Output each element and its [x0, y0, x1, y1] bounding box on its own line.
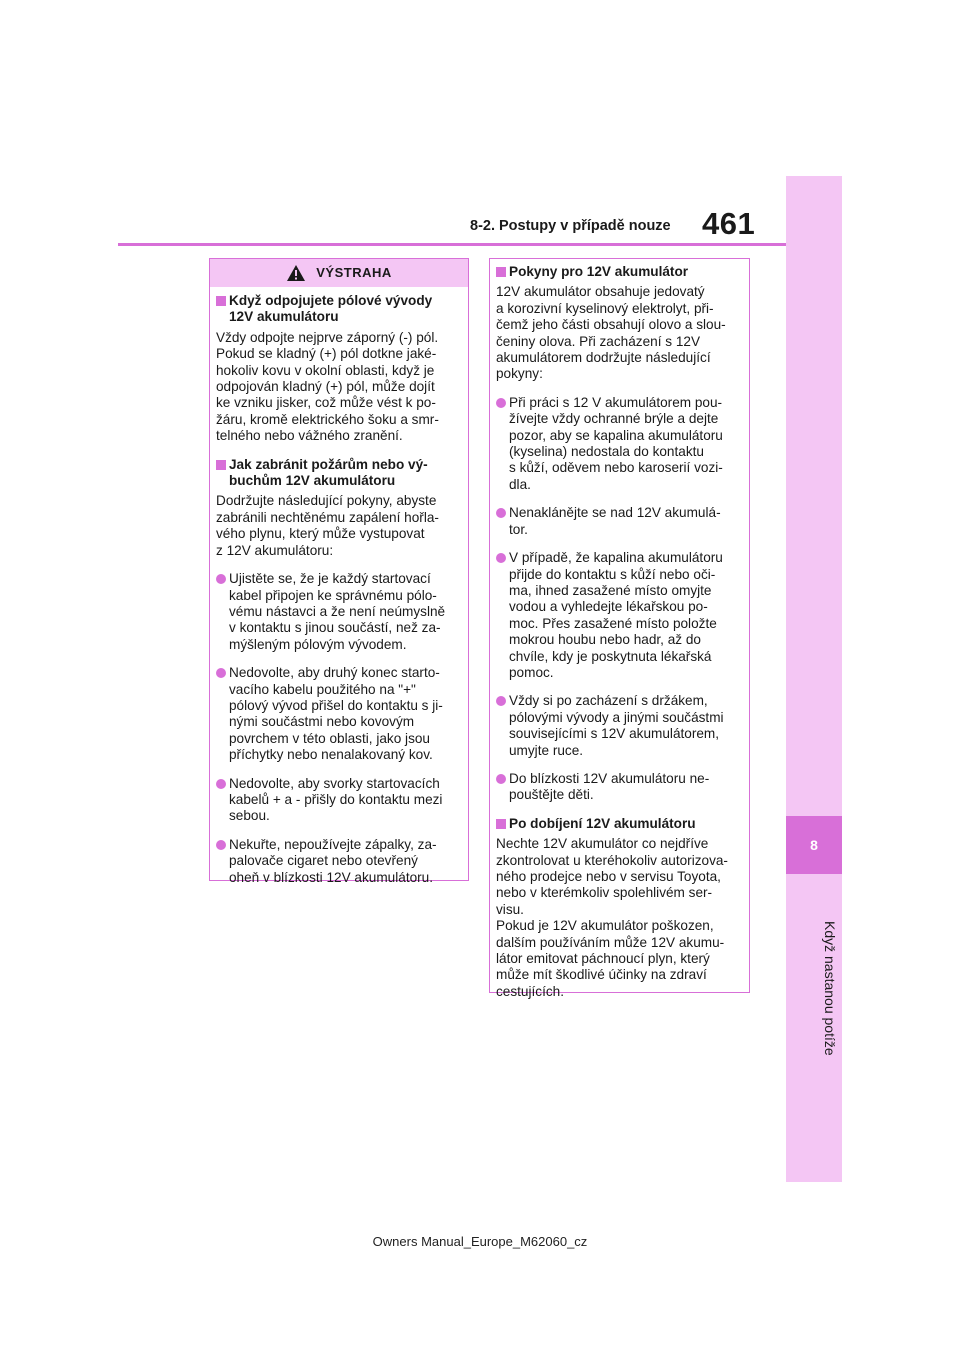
- list-item: Nekuřte, nepoužívejte zápalky, za- palovače cigaret nebo otevřený oheň v blízkosti 12V akumulátoru.: [216, 837, 462, 886]
- list-item: Do blízkosti 12V akumulátoru ne- pouštějte děti.: [496, 771, 743, 804]
- notes-box: [489, 258, 750, 999]
- footer-text: Owners Manual_Europe_M62060_cz: [372, 1234, 588, 1249]
- section-heading: Po dobíjení 12V akumulátoru: [496, 816, 743, 832]
- square-bullet-icon: [216, 460, 226, 470]
- paragraph: Vždy odpojte nejprve záporný (-) pól. Pokud se kladný (+) pól dotkne jaké- hokoliv kovu v okolní oblasti, když je odpojován kladný (+) pól, může dojít ke vzniku jisker, což může vést k po- žáru, kromě elektrického šoku a smr- telného nebo vážného zranění.: [216, 329, 439, 444]
- chapter-number: 8: [786, 816, 842, 874]
- round-bullet-icon: [216, 668, 226, 678]
- chapter-side-tab: [786, 176, 842, 1182]
- square-bullet-icon: [496, 819, 506, 829]
- chapter-title: Když nastanou potíže: [822, 920, 838, 1056]
- warning-header: [210, 259, 468, 287]
- section-heading: Když odpojujete pólové vývody 12V akumulátoru: [216, 293, 462, 326]
- list-item: Nedovolte, aby svorky startovacích kabelů + a - přišly do kontaktu mezi sebou.: [216, 776, 462, 825]
- list-item: V případě, že kapalina akumulátoru přijde do kontaktu s kůží nebo oči- ma, ihned zasažené místo omyjte vodou a vyhledejte lékařskou po- moc. Přes zasažené místo položte mokrou houbu nebo hadr, až do chvíle, kdy je poskytnuta lékařská pomoc.: [496, 550, 743, 681]
- paragraph: Dodržujte následující pokyny, abyste zabránili nechtěnému zapálení hořla- vého plynu, který může vystupovat z 12V akumulátoru:: [216, 493, 439, 558]
- warning-triangle-icon: [286, 264, 306, 282]
- round-bullet-icon: [496, 398, 506, 408]
- round-bullet-icon: [496, 508, 506, 518]
- list-item: Při práci s 12 V akumulátorem pou- žívejte vždy ochranné brýle a dejte pozor, aby se kapalina akumulátoru (kyselina) nedostala do kontaktu s kůží, oděvem nebo karoserií vozi- dla.: [496, 395, 743, 493]
- warning-content: [210, 287, 468, 886]
- square-bullet-icon: [496, 267, 506, 277]
- page-number: 461: [702, 206, 756, 241]
- warning-box: [209, 258, 469, 885]
- round-bullet-icon: [216, 840, 226, 850]
- square-bullet-icon: [216, 296, 226, 306]
- header-divider: [118, 243, 786, 246]
- round-bullet-icon: [496, 774, 506, 784]
- section-heading: Pokyny pro 12V akumulátor: [496, 264, 743, 280]
- section-title: 8-2. Postupy v případě nouze: [470, 218, 671, 234]
- round-bullet-icon: [496, 553, 506, 563]
- section-heading: Jak zabránit požárům nebo vý- buchům 12V akumulátoru: [216, 457, 462, 490]
- notes-content: [490, 259, 749, 1000]
- round-bullet-icon: [496, 696, 506, 706]
- list-item: Nedovolte, aby druhý konec starto- vacího kabelu použitého na "+" pólový vývod přišel do kontaktu s ji- nými součástmi nebo kovovým povrchem v této oblasti, jako jsou příchytky nebo nenalakovaný kov.: [216, 665, 462, 763]
- list-item: Vždy si po zacházení s držákem, pólovými vývody a jinými součástmi souvisejícími s 12V akumulátorem, umyjte ruce.: [496, 693, 743, 759]
- list-item: Nenaklánějte se nad 12V akumulá- tor.: [496, 505, 743, 538]
- paragraph: 12V akumulátor obsahuje jedovatý a korozivní kyselinový elektrolyt, při- čemž jeho části obsahují olovo a slou- čeniny olova. Při zacházení s 12V akumulátorem dodržujte následující pokyny:: [496, 284, 726, 382]
- warning-title: VÝSTRAHA: [316, 264, 392, 280]
- round-bullet-icon: [216, 574, 226, 584]
- round-bullet-icon: [216, 779, 226, 789]
- paragraph: Nechte 12V akumulátor co nejdříve zkontrolovat u kteréhokoliv autorizova- ného prodejce nebo v servisu Toyota, nebo v kterémkoliv spolehlivém ser- visu. Pokud je 12V akumulátor poškozen, dalším používáním může 12V akumu- látor emitovat páchnoucí plyn, který může mít škodlivé účinky na zdraví cestujících.: [496, 836, 728, 999]
- list-item: Ujistěte se, že je každý startovací kabel připojen ke správnému pólo- vému nástavci a že není neúmyslně v kontaktu s jinou součástí, než za- mýšleným pólovým vývodem.: [216, 571, 462, 653]
